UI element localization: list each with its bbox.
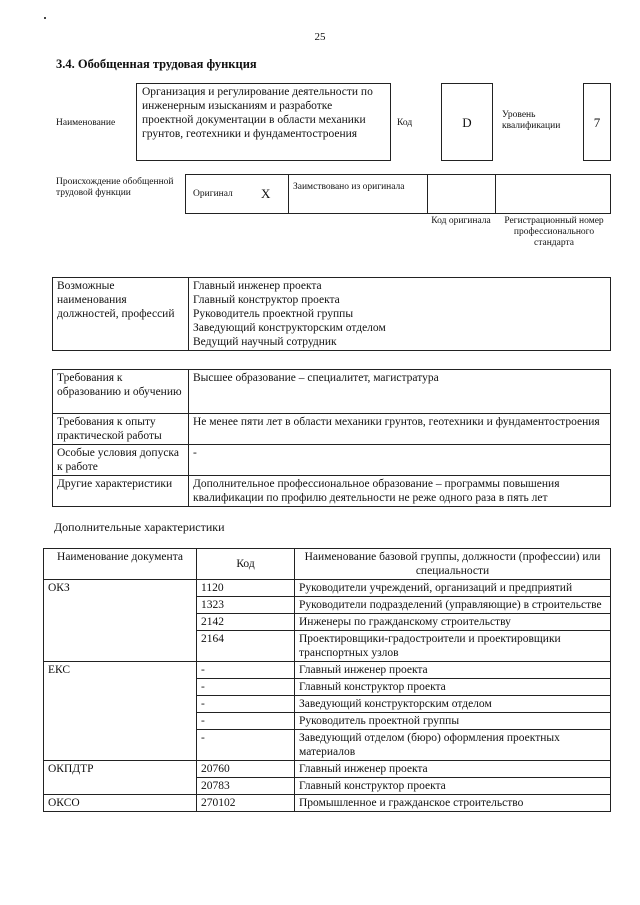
origin-frame [185,174,611,214]
divider [495,174,496,214]
code-label: Код [397,118,413,128]
name-label: Наименование [56,118,116,128]
code-cell: - [197,696,295,713]
code-cell: 2142 [197,614,295,631]
code-cell: 2164 [197,631,295,662]
divider [427,174,428,214]
code-value: D [441,83,493,161]
additional-title: Дополнительные характеристики [54,520,225,534]
col-header-code: Код [197,549,295,580]
page-number: 25 [314,31,326,43]
name-cell: Заведующий отделом (бюро) оформления проектных материалов [295,730,611,761]
name-cell: Заведующий конструкторским отделом [295,696,611,713]
borrowed-label: Заимствовано из оригинала [293,182,405,192]
req-value-experience: Не менее пяти лет в области механики грунтов, геотехники и фундаментостроения [189,414,611,445]
req-label-experience: Требования к опыту практической работы [53,414,189,445]
name-cell: Руководитель проектной группы [295,713,611,730]
doc-okso: ОКСО [44,795,197,812]
level-value: 7 [583,83,611,161]
scan-speck [44,17,46,19]
col-header-doc: Наименование документа [44,549,197,580]
code-cell: 1120 [197,580,295,597]
origin-label: Происхождение обобщенной трудовой функции [56,177,174,198]
name-cell: Проектировщики-градостроители и проектировщики транспортных узлов [295,631,611,662]
code-original-label: Код оригинала [431,216,491,226]
code-cell: - [197,713,295,730]
code-cell: 20760 [197,761,295,778]
code-cell: - [197,679,295,696]
position-item: Ведущий научный сотрудник [193,336,337,348]
code-cell: 1323 [197,597,295,614]
req-label-education: Требования к образованию и обучению [53,370,189,414]
req-label-other: Другие характеристики [53,476,189,507]
doc-okz: ОКЗ [44,580,197,662]
req-label-conditions: Особые условия допуска к работе [53,445,189,476]
position-item: Главный конструктор проекта [193,294,340,306]
positions-table [52,277,611,351]
requirements-table [52,369,611,507]
original-mark: X [261,186,271,201]
name-cell: Главный конструктор проекта [295,679,611,696]
position-item: Главный инженер проекта [193,280,322,292]
req-value-other: Дополнительное профессиональное образование – программы повышения квалификации по профилю деятельности не реже одного раза в пять лет [189,476,611,507]
function-name: Организация и регулирование деятельности по инженерным изысканиям и разработке проектной документации в области механики грунтов, геотехники и фундаментостроения [136,83,391,161]
col-header-name: Наименование базовой группы, должности (профессии) или специальности [295,549,611,580]
section-title: 3.4. Обобщенная трудовая функция [56,57,257,71]
level-label: Уровень квалификации [502,110,561,131]
name-cell: Руководители подразделений (управляющие) в строительстве [295,597,611,614]
reg-number-label: Регистрационный номер профессионального стандарта [504,216,604,248]
additional-table [43,548,611,812]
code-cell: - [197,662,295,679]
original-label: Оригинал [193,189,233,199]
name-cell: Главный конструктор проекта [295,778,611,795]
code-cell: - [197,730,295,761]
code-cell: 270102 [197,795,295,812]
name-cell: Руководители учреждений, организаций и предприятий [295,580,611,597]
req-value-education: Высшее образование – специалитет, магистратура [189,370,611,414]
positions-list [189,278,611,351]
code-cell: 20783 [197,778,295,795]
position-item: Руководитель проектной группы [193,308,354,320]
doc-eks: ЕКС [44,662,197,761]
name-cell: Главный инженер проекта [295,662,611,679]
name-cell: Главный инженер проекта [295,761,611,778]
req-value-conditions: - [189,445,611,476]
name-cell: Промышленное и гражданское строительство [295,795,611,812]
doc-okpdtr: ОКПДТР [44,761,197,795]
position-item: Заведующий конструкторским отделом [193,322,386,334]
name-cell: Инженеры по гражданскому строительству [295,614,611,631]
divider [288,174,289,214]
positions-label: Возможные наименования должностей, профессий [53,278,189,351]
